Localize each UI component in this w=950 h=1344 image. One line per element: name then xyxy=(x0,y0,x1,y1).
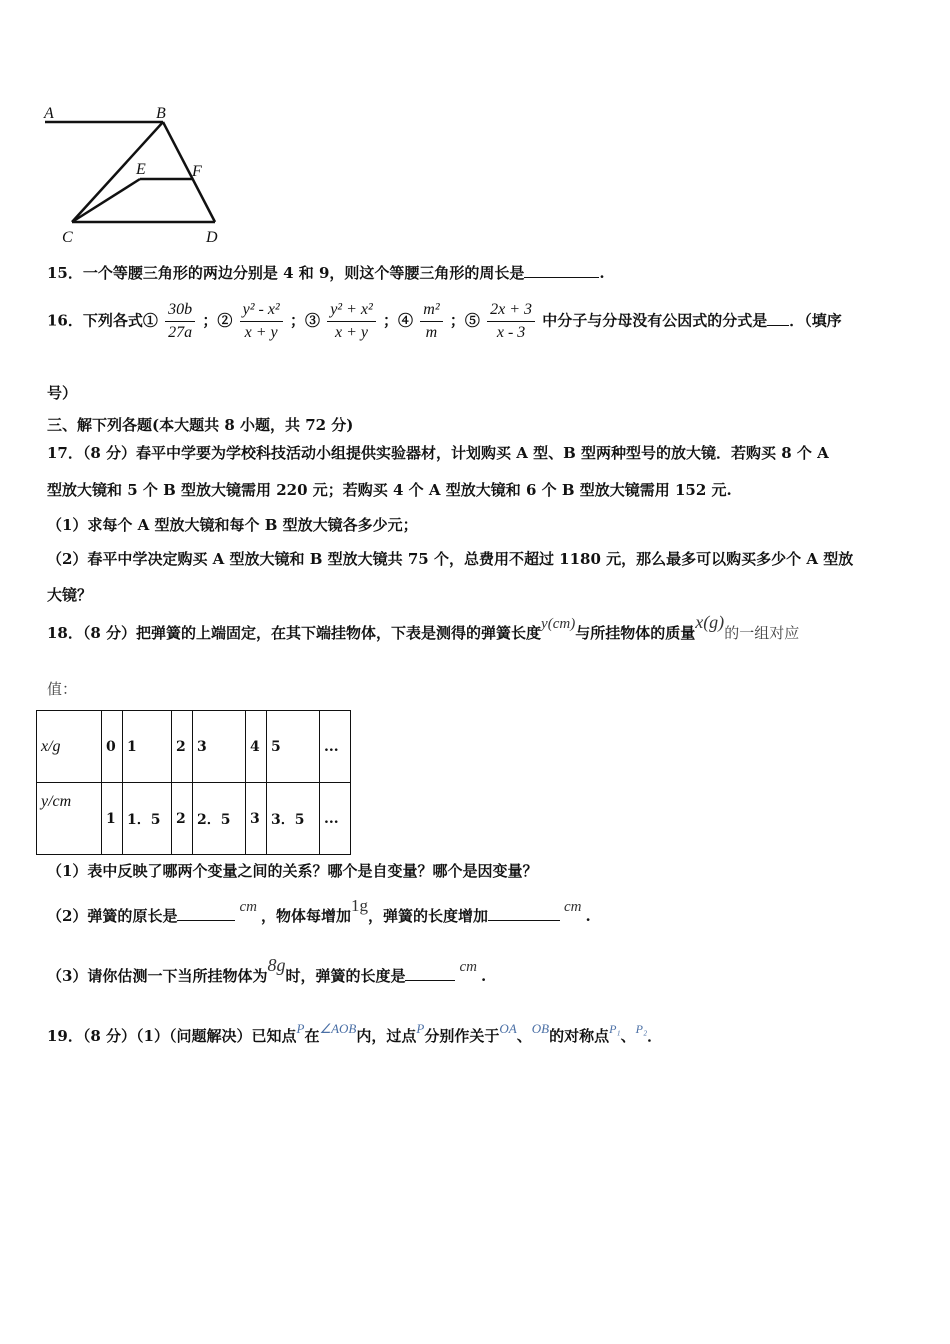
q19-end: ． xyxy=(647,1027,663,1045)
table-cell: 2 xyxy=(172,783,193,855)
table-cell: 2．5 xyxy=(193,783,246,855)
q16-line2: 号） xyxy=(47,384,78,402)
label-c: C xyxy=(62,229,73,246)
q19-dun: 、 xyxy=(516,1027,532,1045)
q19-p2: P xyxy=(416,1021,425,1036)
table-cell: ... xyxy=(320,783,351,855)
q18-part2 xyxy=(47,896,591,926)
q18-part2-c: ，弹簧的长度增加 xyxy=(367,907,488,925)
q18-one-g: 1g xyxy=(350,896,368,915)
table-cell: 3．5 xyxy=(267,783,320,855)
q19-b: 在 xyxy=(304,1027,320,1045)
spring-data-table xyxy=(36,710,351,855)
table-cell: 3 xyxy=(246,783,267,855)
q18-blank-2 xyxy=(488,906,560,921)
q18-prefix: 18．（8 分）把弹簧的上端固定，在其下端挂物体，下表是测得的弹簧长度 xyxy=(47,624,542,642)
table-cell: 3 xyxy=(193,711,246,783)
q19-oa: OA xyxy=(499,1021,517,1036)
label-d: D xyxy=(206,229,218,246)
table-cell: 2 xyxy=(172,711,193,783)
q18-line2: 值： xyxy=(47,680,78,698)
q18-part2-a: （2）弹簧的原长是 xyxy=(47,907,178,925)
q15-end: . xyxy=(599,264,605,282)
q16-sep1: ；② xyxy=(202,311,233,330)
fraction-1: $\frac{30b}{27a}$ xyxy=(165,300,195,343)
table-cell: ... xyxy=(320,711,351,783)
q18-part3-b: 时，弹簧的长度是 xyxy=(285,967,406,985)
q19-angle: ∠AOB xyxy=(319,1021,357,1036)
q15-blank xyxy=(524,263,599,278)
table-cell: 4 xyxy=(246,711,267,783)
q16-sep4: ；⑤ xyxy=(449,311,480,330)
q18-intro xyxy=(47,612,800,643)
fraction-4: $\frac{\text{m²}}{m}$ xyxy=(420,300,442,343)
q18-blank-1 xyxy=(177,906,235,921)
segment-bc xyxy=(72,122,163,222)
q18-period-2: . xyxy=(480,967,487,985)
label-b: B xyxy=(156,105,166,122)
q19-d: 分别作关于 xyxy=(424,1027,500,1045)
q18-blank-3 xyxy=(405,966,455,981)
q19-p-sub-2: P₂ xyxy=(635,1022,648,1036)
fraction-2: $\frac{\text{y² - x²}}{x + y}$ xyxy=(240,300,283,343)
question-16 xyxy=(47,300,842,343)
q19-p1: P xyxy=(296,1021,305,1036)
label-a: A xyxy=(44,105,54,122)
table-cell: 1．5 xyxy=(123,783,172,855)
table-cell: 5 xyxy=(267,711,320,783)
q16-suffix-end: ．（填序 xyxy=(789,311,842,330)
q18-period-1: . xyxy=(585,907,591,925)
q17-part1: （1）求每个 A 型放大镜和每个 B 型放大镜各多少元； xyxy=(47,516,418,534)
q17-line1: 17．（8 分）春平中学要为学校科技活动小组提供实验器材，计划购买 A 型、B 型两种型号的放大镜．若购买 8 个 A xyxy=(47,444,829,462)
q16-suffix: 中分子与分母没有公因式的分式是 xyxy=(542,311,768,330)
q17-part2-line1: （2）春平中学决定购买 A 型放大镜和 B 型放大镜共 75 个，总费用不超过 1180 元，那么最多可以购买多少个 A 型放 xyxy=(47,550,854,568)
q19-a: 19．（8 分）（1）（问题解决）已知点 xyxy=(47,1027,297,1045)
segment-bd xyxy=(163,122,215,222)
q15-text: 15．一个等腰三角形的两边分别是 4 和 9，则这个等腰三角形的周长是 xyxy=(47,264,525,282)
q19-dun2: 、 xyxy=(620,1027,636,1045)
q18-part1: （1）表中反映了哪两个变量之间的关系？哪个是自变量？哪个是因变量？ xyxy=(47,862,538,880)
table-cell: 0 xyxy=(102,711,123,783)
q19-c: 内，过点 xyxy=(356,1027,417,1045)
q18-unit-cm-1: cm xyxy=(239,899,257,915)
fraction-5: $\frac{2x + 3}{x - 3}$ xyxy=(487,300,535,343)
q16-sep3: ；④ xyxy=(383,311,414,330)
question-19 xyxy=(47,1021,663,1046)
q18-part3-a: （3）请你估测一下当所挂物体为 xyxy=(47,967,268,985)
q18-unit-cm-2: cm xyxy=(563,899,582,915)
q16-blank xyxy=(767,311,789,326)
label-f: F xyxy=(192,163,202,180)
geometry-figure xyxy=(40,100,240,250)
label-e: E xyxy=(136,161,146,178)
table-row xyxy=(37,783,351,855)
q19-e: 的对称点 xyxy=(549,1027,610,1045)
q19-ob: OB xyxy=(531,1021,550,1036)
q18-eight-g: 8g xyxy=(267,955,286,975)
q18-part2-b: ，物体每增加 xyxy=(260,907,351,925)
q17-line2: 型放大镜和 5 个 B 型放大镜需用 220 元；若购买 4 个 A 型放大镜和 6 个 B 型放大镜需用 152 元. xyxy=(47,481,732,499)
q18-xg: x(g) xyxy=(695,612,725,632)
q19-p-sub-1: P₁ xyxy=(609,1022,621,1036)
table-row xyxy=(37,711,351,783)
q18-mid: 与所挂物体的质量 xyxy=(575,624,696,642)
section-3-title: 三、解下列各题(本大题共 8 小题，共 72 分) xyxy=(47,416,354,434)
q16-prefix: 16．下列各式① xyxy=(47,311,158,330)
q18-ycm: y(cm) xyxy=(541,616,576,632)
question-15 xyxy=(47,262,605,283)
q18-part3 xyxy=(47,955,487,986)
table-cell: x/g xyxy=(37,711,102,783)
table-cell: y/cm xyxy=(37,783,102,855)
fraction-3: $\frac{\text{y² + x²}}{x + y}$ xyxy=(327,300,376,343)
table-cell: 1 xyxy=(123,711,172,783)
q18-unit-cm-3: cm xyxy=(459,959,477,975)
q18-tail: 的一组对应 xyxy=(724,624,800,642)
table-cell: 1 xyxy=(102,783,123,855)
q17-part2-line2: 大镜？ xyxy=(47,586,93,604)
q16-sep2: ；③ xyxy=(289,311,320,330)
